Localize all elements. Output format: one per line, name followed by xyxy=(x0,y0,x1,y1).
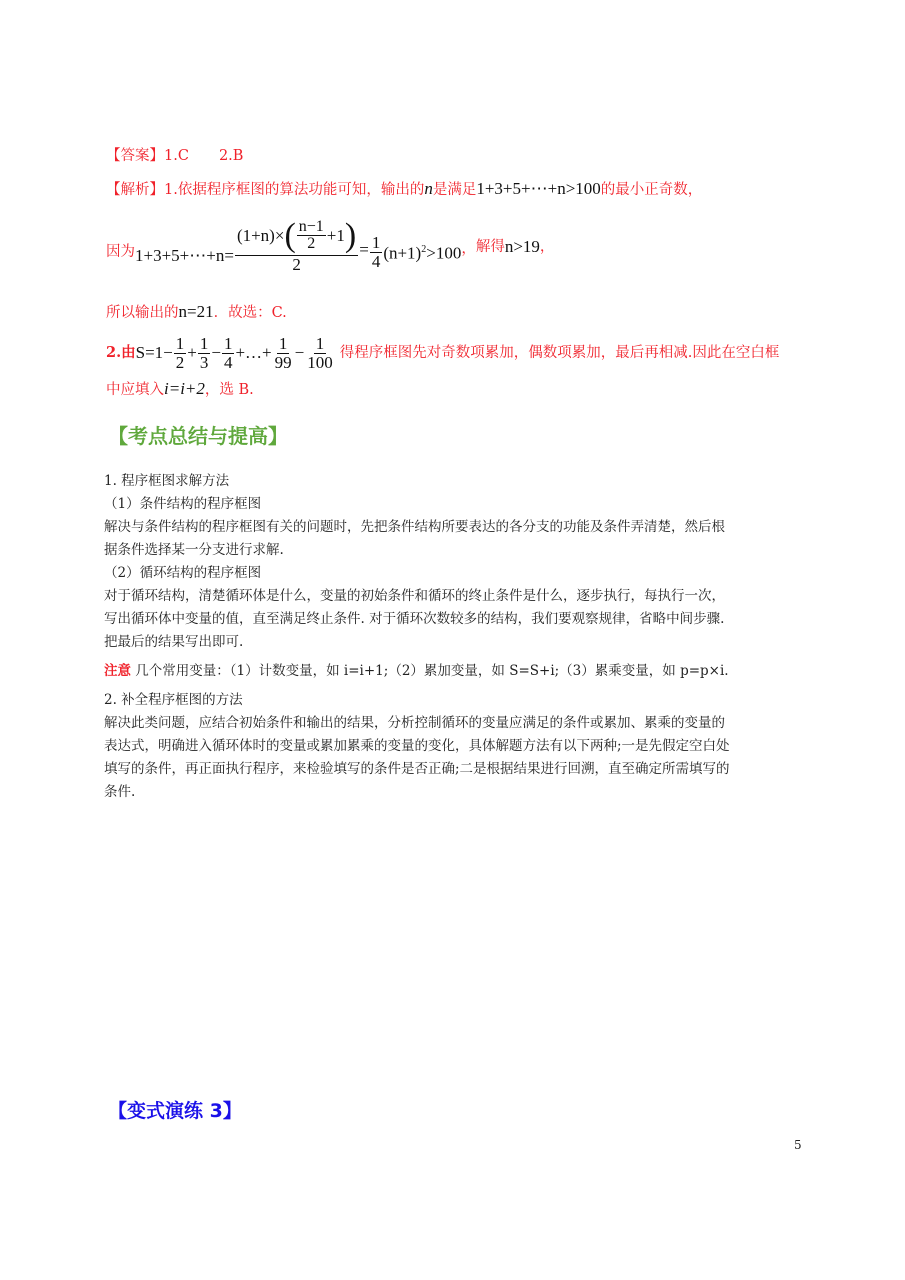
analysis-text: 中应填入 xyxy=(106,382,164,398)
analysis-label: 【解析】 xyxy=(106,182,164,198)
answer-label: 【答案】 xyxy=(106,148,164,164)
math-op: − xyxy=(294,343,305,362)
paragraph: 表达式，明确进入循环体时的变量或累加累乘的变量的变化，具体解题方法有以下两种;一是先假定空白处 xyxy=(104,738,730,754)
analysis-text: 解得 xyxy=(475,239,505,255)
math-plus-one: +1 xyxy=(326,225,345,245)
math-result: n>19 xyxy=(504,237,540,256)
math-den: 3 xyxy=(199,352,209,372)
math-num: 1 xyxy=(278,333,288,353)
math-fraction xyxy=(198,335,211,372)
paragraph: 填写的条件，再正面执行程序，来检验填写的条件是否正确;二是根据结果进行回溯，直至确定所需填写的 xyxy=(104,761,730,777)
subsection-title-2: （2）循环结构的程序框图 xyxy=(104,565,262,581)
math-eq: = xyxy=(359,240,369,259)
math-quarter xyxy=(370,234,383,271)
analysis-text: 是满足 xyxy=(432,182,477,198)
note-line xyxy=(104,660,730,683)
math-op: +…+ xyxy=(235,343,272,362)
math-fraction xyxy=(273,335,294,372)
math-num: 1 xyxy=(199,333,209,353)
math-den: 2 xyxy=(292,254,301,274)
analysis-text: ， xyxy=(461,241,476,257)
math-op: + xyxy=(187,343,197,362)
math-fraction-sum xyxy=(235,217,358,274)
subsection-title-1: （1）条件结构的程序框图 xyxy=(104,496,262,512)
math-fraction xyxy=(305,335,335,372)
answer-line xyxy=(106,146,243,166)
math-den: 2 xyxy=(307,235,316,252)
math-var-n: n xyxy=(424,179,433,198)
math-num: (1+n)× xyxy=(236,225,285,245)
math-fraction xyxy=(174,335,187,372)
analysis-text: ．故选：C. xyxy=(213,305,287,321)
analysis-line-5 xyxy=(106,379,254,400)
answer-item-2: 2.B xyxy=(218,148,244,164)
math-fraction xyxy=(222,335,235,372)
analysis-text: 2.由 xyxy=(106,344,136,361)
answer-item-1: 1.C xyxy=(164,148,189,164)
math-den: 99 xyxy=(274,352,292,372)
math-den: 4 xyxy=(371,251,381,271)
math-den: 4 xyxy=(223,352,233,372)
math-inner-fraction xyxy=(297,219,326,252)
math-den: 100 xyxy=(307,352,333,372)
analysis-text: 所以输出的 xyxy=(106,305,179,321)
analysis-line-4 xyxy=(106,333,779,373)
math-num: 1 xyxy=(315,333,325,353)
paragraph: 据条件选择某一分支进行求解. xyxy=(104,542,284,558)
math-den: 2 xyxy=(175,352,185,372)
math-inequality: 1+3+5+⋯+n>100 xyxy=(476,179,601,198)
math-assignment: i=i+2 xyxy=(164,379,205,398)
paragraph: 写出循环体中变量的值，直至满足终止条件. 对于循环次数较多的结构，我们要观察规律，省略中间步骤. xyxy=(104,611,725,627)
analysis-text: 得程序框图先对奇数项累加，偶数项累加，最后再相减.因此在空白框 xyxy=(339,345,780,361)
paragraph: 对于循环结构，清楚循环体是什么，变量的初始条件和循环的终止条件是什么，逐步执行，每执行一次， xyxy=(104,588,725,604)
summary-heading: 【考点总结与提高】 xyxy=(108,424,288,448)
analysis-text: 的最小正奇数， xyxy=(600,182,703,198)
math-num: n−1 xyxy=(298,218,324,235)
analysis-text: 1.依据程序框图的算法功能可知，输出的 xyxy=(164,182,425,198)
section-title-1: 1. 程序框图求解方法 xyxy=(104,473,230,489)
math-num: 1 xyxy=(223,333,233,353)
math-S: S=1− xyxy=(135,343,173,362)
note-text: 几个常用变量：（1）计数变量，如 i=i+1;（2）累加变量，如 S=S+i;（3）累乘变量，如 p=p×i. xyxy=(131,663,729,679)
analysis-line-3 xyxy=(106,302,287,323)
paren-left: ( xyxy=(284,216,296,254)
page-number: 5 xyxy=(794,1138,802,1152)
paragraph: 解决与条件结构的程序框图有关的问题时，先把条件结构所要表达的各分支的功能及条件弄清楚，然后根 xyxy=(104,519,725,535)
paragraph: 条件. xyxy=(104,784,136,800)
summary-body xyxy=(104,470,730,804)
paragraph: 把最后的结果写出即可. xyxy=(104,634,244,650)
analysis-line-2 xyxy=(106,214,554,276)
math-expr: (n+1) xyxy=(383,243,422,263)
paragraph: 解决此类问题，应结合初始条件和输出的结果，分析控制循环的变量应满足的条件或累加、累乘的变量的 xyxy=(104,715,725,731)
math-sum: 1+3+5+⋯+n= xyxy=(135,246,234,265)
analysis-text: ， xyxy=(539,239,555,255)
math-result: n=21 xyxy=(178,302,214,321)
exercise-heading: 【变式演练 3】 xyxy=(108,1100,242,1122)
section-title-2: 2. 补全程序框图的方法 xyxy=(104,692,243,708)
analysis-text: 因为 xyxy=(106,244,135,260)
math-num: 1 xyxy=(175,333,185,353)
math-square xyxy=(383,240,461,264)
analysis-text: ，选 B. xyxy=(204,382,254,398)
note-label: 注意 xyxy=(104,663,131,679)
math-gt: >100 xyxy=(426,243,462,263)
math-num: 1 xyxy=(371,232,381,252)
paren-right: ) xyxy=(344,216,357,254)
math-op: − xyxy=(211,343,221,362)
math-exponent: 2 xyxy=(421,244,427,256)
analysis-line-1 xyxy=(106,179,702,200)
